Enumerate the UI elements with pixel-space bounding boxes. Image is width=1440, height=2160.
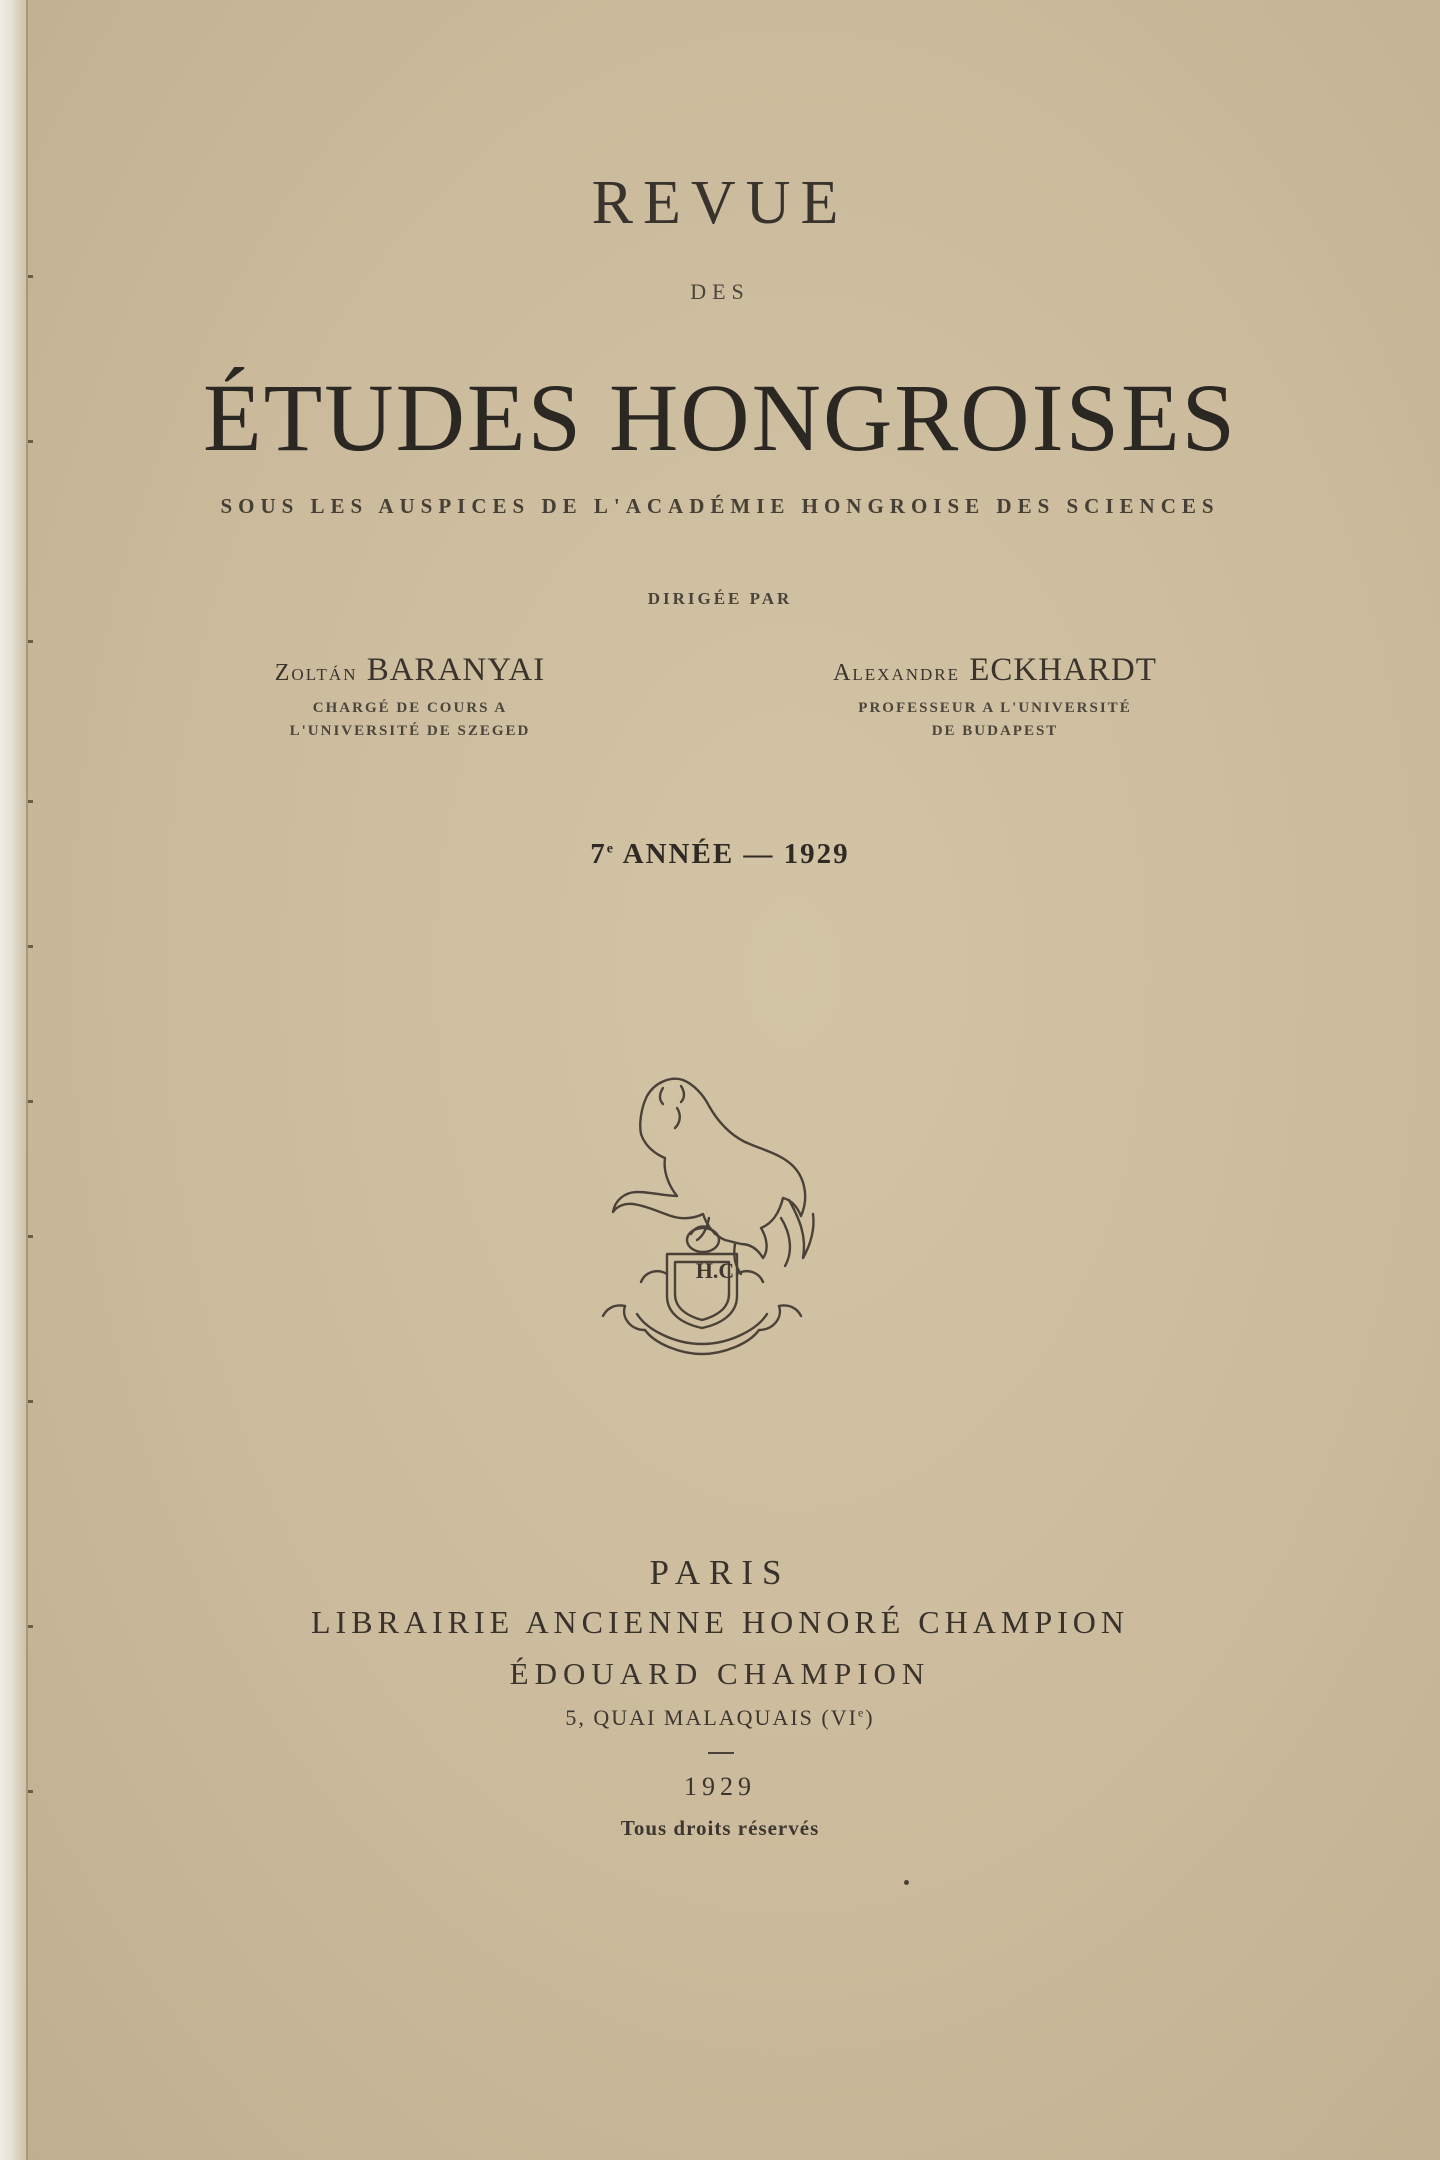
imprint-address [0, 1705, 1440, 1731]
margin-mark [28, 1235, 33, 1238]
margin-mark [28, 1400, 33, 1403]
volume-year [0, 838, 1440, 871]
editor-role-line: CHARGÉ DE COURS A [312, 700, 508, 716]
editor-role [785, 697, 1205, 743]
auspices-line: SOUS LES AUSPICES DE L'ACADÉMIE HONGROISE DES SCIENCES [220, 494, 1220, 518]
rearing-horse-emblem-icon [585, 1068, 845, 1363]
volume-ordinal: e [606, 841, 616, 857]
editor-role-line: PROFESSEUR A L'UNIVERSITÉ [858, 700, 1132, 716]
editor-baranyai [200, 652, 620, 743]
volume-rest: ANNÉE — 1929 [615, 838, 850, 870]
emblem-monogram: H.C [695, 1258, 735, 1283]
margin-mark [28, 640, 33, 643]
margin-mark [28, 1100, 33, 1103]
editor-role-line: DE BUDAPEST [931, 723, 1059, 739]
imprint-publisher-2: ÉDOUARD CHAMPION [509, 1656, 931, 1691]
margin-mark [28, 800, 33, 803]
journal-title: ÉTUDES HONGROISES [202, 364, 1238, 471]
journal-des: DES [690, 279, 750, 304]
imprint-city: PARIS [649, 1553, 791, 1592]
margin-mark [28, 275, 33, 278]
address-text: 5, QUAI MALAQUAIS (VI [565, 1705, 858, 1730]
address-sup: e [857, 1705, 866, 1720]
editor-last-name: BARANYAI [366, 652, 546, 688]
dirigee-par-label: DIRIGÉE PAR [647, 589, 793, 608]
editor-name [200, 652, 620, 689]
editor-role [200, 697, 620, 743]
editor-last-name: ECKHARDT [969, 652, 1157, 688]
separator-rule [708, 1752, 734, 1754]
journal-revue: REVUE [591, 169, 849, 237]
editor-name [785, 652, 1205, 689]
editor-first-name: Zoltán [274, 660, 358, 686]
imprint-publisher: LIBRAIRIE ANCIENNE HONORÉ CHAMPION [311, 1604, 1129, 1640]
editor-first-name: Alexandre [833, 660, 960, 686]
ink-speck [904, 1880, 909, 1885]
editor-role-line: L'UNIVERSITÉ DE SZEGED [289, 723, 531, 739]
editor-eckhardt [785, 652, 1205, 743]
rights-notice: Tous droits réservés [620, 1816, 820, 1840]
imprint-year: 1929 [684, 1772, 756, 1801]
volume-number: 7 [590, 838, 607, 870]
margin-mark [28, 945, 33, 948]
address-end: ) [865, 1705, 875, 1730]
